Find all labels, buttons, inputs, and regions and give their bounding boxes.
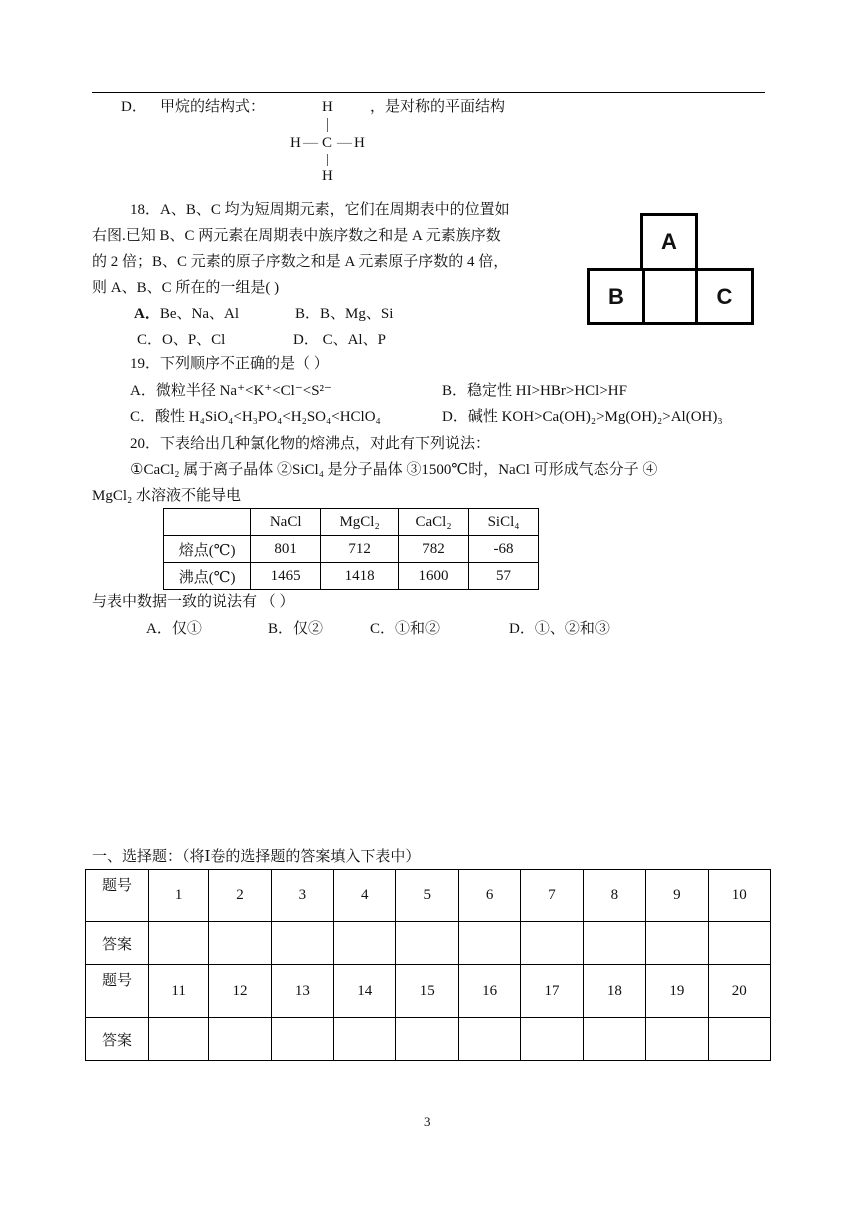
methane-atom-top: H bbox=[322, 99, 333, 115]
number-cell: 2 bbox=[209, 870, 271, 922]
number-cell: 14 bbox=[334, 965, 396, 1018]
q20-stem: 20．下表给出几种氯化物的熔沸点，对此有下列说法： bbox=[130, 436, 491, 452]
number-cell: 4 bbox=[334, 870, 396, 922]
q17-option-d-text: 甲烷的结构式： bbox=[160, 99, 266, 115]
table-row bbox=[86, 965, 771, 1018]
chloride-data-table bbox=[163, 508, 539, 590]
q18-line-2: 右图.已知 B、C 两元素在周期表中族序数之和是 A 元素族序数 bbox=[92, 228, 501, 244]
table-cell: 1465 bbox=[251, 563, 321, 590]
table-header-cell: NaCl bbox=[251, 509, 321, 536]
table-row bbox=[86, 870, 771, 922]
answer-cell[interactable] bbox=[521, 1018, 583, 1061]
grid-cell-c bbox=[695, 268, 754, 325]
q18-option-a bbox=[134, 304, 239, 324]
table-cell: 57 bbox=[469, 563, 539, 590]
table-cell: 712 bbox=[321, 536, 399, 563]
answer-table bbox=[85, 869, 771, 1061]
row-label-number: 题号 bbox=[86, 965, 149, 1018]
table-cell: 801 bbox=[251, 536, 321, 563]
answer-section-title: 一、选择题：（将Ⅰ卷的选择题的答案填入下表中） bbox=[92, 849, 421, 865]
answer-cell[interactable] bbox=[521, 922, 583, 965]
row-label-answer: 答案 bbox=[86, 1018, 149, 1061]
methane-atom-right: H bbox=[354, 135, 365, 151]
answer-cell[interactable] bbox=[458, 1018, 520, 1061]
table-cell: -68 bbox=[469, 536, 539, 563]
answer-cell[interactable] bbox=[708, 1018, 770, 1061]
methane-bond-right: — bbox=[337, 135, 352, 151]
number-cell: 6 bbox=[458, 870, 520, 922]
table-cell: 1600 bbox=[399, 563, 469, 590]
header-rule bbox=[92, 92, 765, 93]
table-header-row bbox=[164, 509, 539, 536]
answer-cell[interactable] bbox=[271, 922, 333, 965]
q20-option-c: C．①和② bbox=[370, 621, 441, 637]
table-row bbox=[86, 922, 771, 965]
q20-option-b: B．仅② bbox=[268, 621, 324, 637]
table-cell: 782 bbox=[399, 536, 469, 563]
q19-option-a: A．微粒半径 Na⁺<K⁺<Cl⁻<S²⁻ bbox=[130, 383, 332, 399]
q18-line-3: 的 2 倍；B、C 元素的原子序数之和是 A 元素原子序数的 4 倍， bbox=[92, 254, 509, 270]
q19-option-d: D．碱性 KOH>Ca(OH)₂>Mg(OH)₂>Al(OH)₃ bbox=[442, 409, 723, 425]
number-cell: 18 bbox=[583, 965, 645, 1018]
number-cell: 7 bbox=[521, 870, 583, 922]
answer-cell[interactable] bbox=[334, 1018, 396, 1061]
q18-option-c: C．O、P、Cl bbox=[137, 332, 226, 348]
table-header-cell: CaCl₂ bbox=[399, 509, 469, 536]
table-cell: 熔点(℃) bbox=[164, 536, 251, 563]
methane-atom-bottom: H bbox=[322, 168, 333, 184]
methane-bond-left: — bbox=[303, 135, 318, 151]
number-cell: 1 bbox=[149, 870, 209, 922]
number-cell: 8 bbox=[583, 870, 645, 922]
number-cell: 13 bbox=[271, 965, 333, 1018]
number-cell: 5 bbox=[396, 870, 458, 922]
number-cell: 11 bbox=[149, 965, 209, 1018]
number-cell: 17 bbox=[521, 965, 583, 1018]
answer-cell[interactable] bbox=[646, 922, 708, 965]
table-cell: 1418 bbox=[321, 563, 399, 590]
q17-option-d-tail: ，是对称的平面结构 bbox=[370, 99, 506, 115]
q20-option-a: A．仅① bbox=[146, 621, 202, 637]
q18-option-a-label: A． bbox=[134, 306, 160, 322]
table-row bbox=[86, 1018, 771, 1061]
answer-cell[interactable] bbox=[209, 1018, 271, 1061]
number-cell: 12 bbox=[209, 965, 271, 1018]
answer-cell[interactable] bbox=[396, 922, 458, 965]
q19-stem: 19．下列顺序不正确的是（ ） bbox=[130, 356, 329, 372]
methane-bond-bottom bbox=[327, 154, 328, 166]
answer-cell[interactable] bbox=[458, 922, 520, 965]
answer-cell[interactable] bbox=[708, 922, 770, 965]
q19-option-b: B．稳定性 HI>HBr>HCl>HF bbox=[442, 383, 627, 399]
table-row bbox=[164, 563, 539, 590]
q18-line-1: 18．A、B、C 均为短周期元素，它们在周期表中的位置如 bbox=[130, 202, 510, 218]
methane-atom-center: C bbox=[322, 135, 333, 151]
q20-statements-line-2: MgCl₂ 水溶液不能导电 bbox=[92, 488, 241, 504]
answer-cell[interactable] bbox=[646, 1018, 708, 1061]
table-cell: 沸点(℃) bbox=[164, 563, 251, 590]
table-header-cell: SiCl₄ bbox=[469, 509, 539, 536]
number-cell: 3 bbox=[271, 870, 333, 922]
table-header-cell bbox=[164, 509, 251, 536]
grid-cell-b bbox=[587, 268, 645, 325]
page-number: 3 bbox=[424, 1114, 431, 1129]
methane-bond-top bbox=[327, 118, 328, 132]
grid-label-c: C bbox=[716, 283, 733, 309]
methane-atom-left: H bbox=[290, 135, 301, 151]
number-cell: 19 bbox=[646, 965, 708, 1018]
number-cell: 9 bbox=[646, 870, 708, 922]
table-row bbox=[164, 536, 539, 563]
answer-cell[interactable] bbox=[583, 922, 645, 965]
grid-label-a: A bbox=[661, 229, 677, 254]
row-label-answer: 答案 bbox=[86, 922, 149, 965]
grid-label-b: B bbox=[608, 283, 624, 309]
answer-cell[interactable] bbox=[149, 922, 209, 965]
grid-cell-blank bbox=[642, 268, 698, 325]
grid-cell-a bbox=[640, 213, 698, 271]
answer-cell[interactable] bbox=[396, 1018, 458, 1061]
table-header-cell: MgCl₂ bbox=[321, 509, 399, 536]
number-cell: 16 bbox=[458, 965, 520, 1018]
number-cell: 10 bbox=[708, 870, 770, 922]
q20-statements-line-1: ①CaCl₂ 属于离子晶体 ②SiCl₄ 是分子晶体 ③1500℃时，NaCl 可形成气态分子 ④ bbox=[130, 462, 658, 478]
q18-option-a-text: Be、Na、Al bbox=[159, 306, 239, 322]
q18-option-d: D． C、Al、P bbox=[293, 332, 386, 348]
q19-option-c: C．酸性 H₄SiO₄<H₃PO₄<H₂SO₄<HClO₄ bbox=[130, 409, 381, 425]
answer-cell[interactable] bbox=[149, 1018, 209, 1061]
answer-cell[interactable] bbox=[271, 1018, 333, 1061]
number-cell: 15 bbox=[396, 965, 458, 1018]
answer-cell[interactable] bbox=[209, 922, 271, 965]
answer-cell[interactable] bbox=[334, 922, 396, 965]
number-cell: 20 bbox=[708, 965, 770, 1018]
q18-option-b: B．B、Mg、Si bbox=[295, 306, 394, 322]
q20-option-d: D．①、②和③ bbox=[509, 621, 610, 637]
row-label-number: 题号 bbox=[86, 870, 149, 922]
q17-option-d-label: D． bbox=[121, 99, 147, 115]
q18-line-4: 则 A、B、C 所在的一组是( ) bbox=[92, 280, 280, 296]
q20-followup: 与表中数据一致的说法有 （ ） bbox=[92, 594, 295, 610]
answer-cell[interactable] bbox=[583, 1018, 645, 1061]
